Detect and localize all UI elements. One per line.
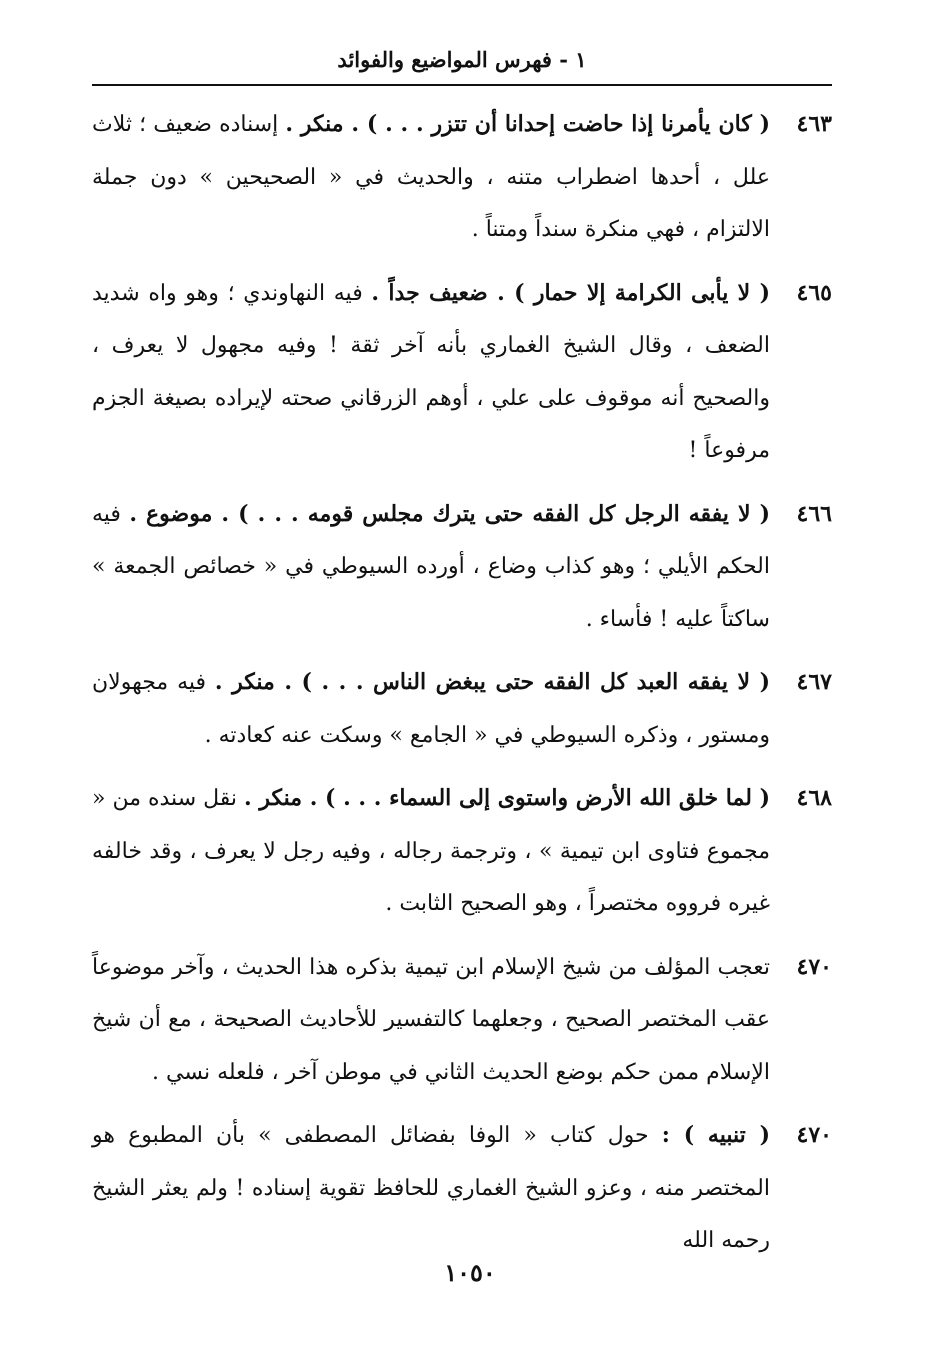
index-entry <box>92 772 832 931</box>
entry-heading: ( لا يأبى الكرامة إلا حمار ) . ضعيف جداً . <box>371 279 770 306</box>
entry-text: إسناده ضعيف ؛ ثلاث علل ، أحدها اضطراب متنه ، والحديث في « الصحيحين » دون جملة الالتزام ، فهي منكرة سنداً ومتناً . <box>92 112 770 242</box>
entry-heading: ( لما خلق الله الأرض واستوى إلى السماء . . . ) . منكر . <box>244 785 770 811</box>
entry-heading: ( لا يفقه الرجل كل الفقه حتى يترك مجلس قومه . . . ) . موضوع . <box>129 500 770 527</box>
entry-number: ٤٧٠ <box>796 953 832 980</box>
entry-body <box>92 98 770 257</box>
entry-text: تعجب المؤلف من شيخ الإسلام ابن تيمية بذكره هذا الحديث ، وآخر موضوعاً عقب المختصر الصحيح ، وجعلهما كالتفسير للأحاديث الصحيحة ، مع أن شيخ الإسلام ممن حكم بوضع الحديث الثاني في موطن آخر ، فلعله نسي . <box>92 954 770 1085</box>
entry-text: نقل سنده من « مجموع فتاوى ابن تيمية » ، وترجمة رجاله ، وفيه رجل لا يعرف ، وقد خالفه غيره فرووه مختصراً ، وهو الصحيح الثابت . <box>92 786 770 916</box>
entry-number: ٤٦٦ <box>796 500 832 527</box>
entry-text: فيه النهاوندي ؛ وهو واه شديد الضعف ، وقال الشيخ الغماري بأنه آخر ثقة ! وفيه مجهول لا يعرف ، والصحيح أنه موقوف على علي ، أوهم الزرقاني صحته لإيراده بصيغة الجزم مرفوعاً ! <box>92 280 770 463</box>
entry-number: ٤٦٨ <box>796 785 832 811</box>
index-entries <box>92 98 832 1268</box>
entry-number: ٤٦٧ <box>796 669 832 695</box>
entry-body <box>92 772 770 931</box>
index-entry <box>92 656 832 762</box>
page <box>92 40 832 1278</box>
index-entry <box>92 1109 832 1268</box>
entry-body <box>92 267 770 478</box>
entry-body <box>92 1109 770 1268</box>
entry-heading: ( لا يفقه العبد كل الفقه حتى يبغض الناس . . . ) . منكر . <box>214 669 770 695</box>
running-header: ١ - فهرس المواضيع والفوائد <box>92 40 832 86</box>
entry-text: حول كتاب « الوفا بفضائل المصطفى » بأن المطبوع هو المختصر منه ، وعزو الشيخ الغماري للحافظ تقوية إسناده ! ولم يعثر الشيخ رحمه الله <box>92 1123 770 1253</box>
entry-text: فيه مجهولان ومستور ، وذكره السيوطي في « الجامع » وسكت عنه كعادته . <box>92 670 770 748</box>
entry-heading: ( تنبيه ) : <box>661 1122 770 1148</box>
entry-body <box>92 656 770 762</box>
entry-body <box>92 941 770 1100</box>
index-entry <box>92 941 832 1100</box>
index-entry <box>92 267 832 478</box>
page-number: ١٠٥٠ <box>444 1258 496 1287</box>
entry-text: فيه الحكم الأيلي ؛ وهو كذاب وضاع ، أورده السيوطي في « خصائص الجمعة » ساكتاً عليه ! فأساء . <box>92 501 770 632</box>
index-entry <box>92 98 832 257</box>
entry-number: ٤٦٣ <box>796 111 832 137</box>
index-entry <box>92 488 832 647</box>
entry-heading: ( كان يأمرنا إذا حاضت إحدانا أن تتزر . . . ) . منكر . <box>285 111 770 137</box>
entry-number: ٤٦٥ <box>796 279 832 306</box>
entry-body <box>92 488 770 647</box>
entry-number: ٤٧٠ <box>796 1122 832 1148</box>
